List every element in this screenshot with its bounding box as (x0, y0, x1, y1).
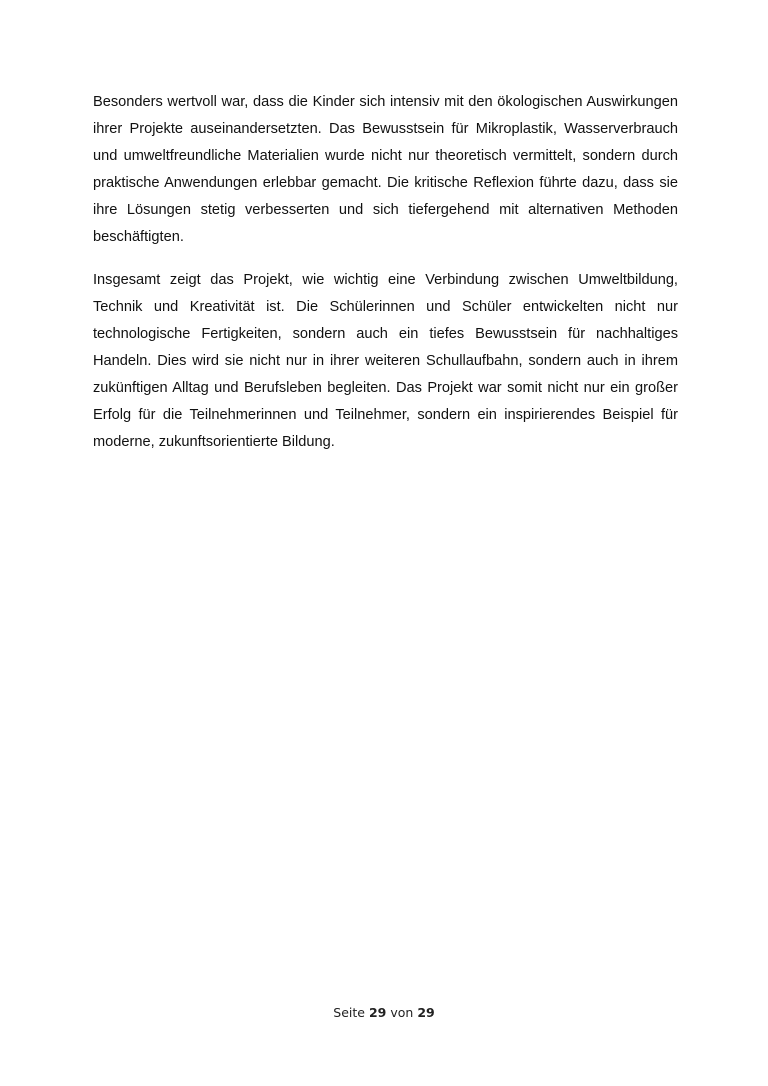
footer-current-page: 29 (368, 1005, 387, 1020)
footer-total-pages: 29 (417, 1005, 435, 1020)
footer-prefix: Seite (333, 1005, 365, 1020)
paragraph-1: Besonders wertvoll war, dass die Kinder sich intensiv mit den ökologischen Auswirkungen ihrer Projekte auseinandersetzten. Das Bewusstsein für Mikroplastik, Wasserverbrauch und umweltfreundliche Materialien wurde nicht nur theoretisch vermittelt, sondern durch praktische Anwendungen erlebbar gemacht. Die kritische Reflexion führte dazu, dass sie ihre Lösungen stetig verbesserten und sich tiefergehend mit alternativen Methoden beschäftigten. (93, 94, 678, 245)
footer-separator: von (390, 1005, 414, 1020)
body-text (93, 89, 678, 472)
paragraph-2: Insgesamt zeigt das Projekt, wie wichtig eine Verbindung zwischen Umweltbildung, Technik und Kreativität ist. Die Schülerinnen und Schüler entwickelten nicht nur technologische Fertigkeiten, sondern auch ein tiefes Bewusstsein für nachhaltiges Handeln. Dies wird sie nicht nur in ihrer weiteren Schullaufbahn, sondern auch in ihrem zukünftigen Alltag und Berufsleben begleiten. Das Projekt war somit nicht nur ein großer Erfolg für die Teilnehmerinnen und Teilnehmer, sondern ein inspirierendes Beispiel für moderne, zukunftsorientierte Bildung. (93, 272, 678, 450)
page-footer (0, 1005, 768, 1020)
